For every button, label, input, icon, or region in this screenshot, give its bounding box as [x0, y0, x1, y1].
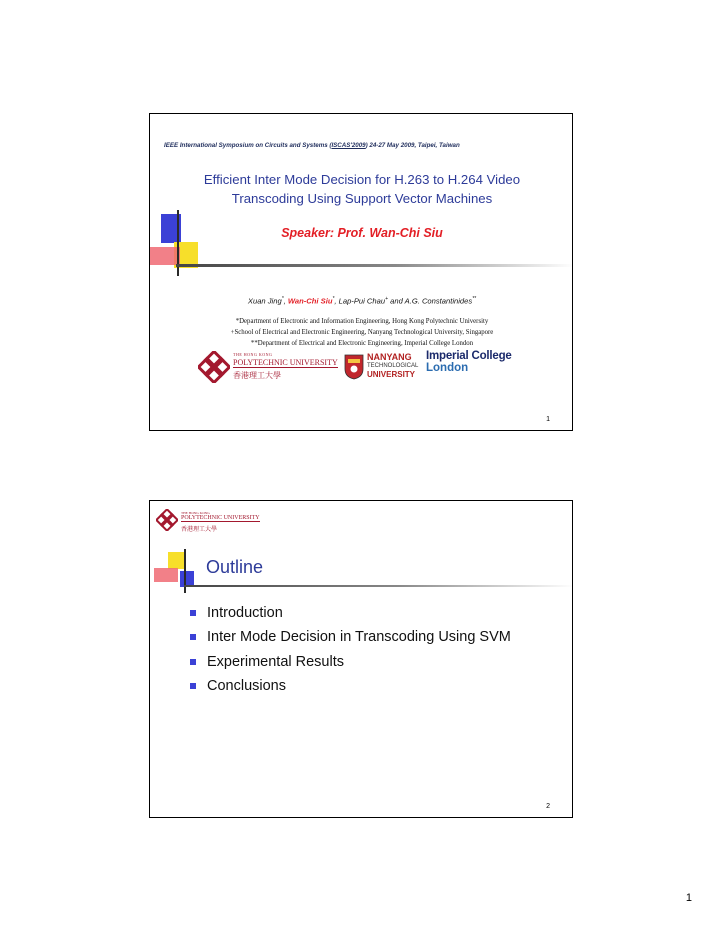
list-item	[190, 625, 511, 649]
slide-1	[149, 113, 573, 431]
speaker-label: Speaker: Prof. Wan-Chi Siu	[281, 226, 443, 240]
title-line-1: Efficient Inter Mode Decision for H.263 to H.264 Video	[203, 172, 521, 187]
yellow-square	[168, 552, 185, 569]
title-line-2: Transcoding Using Support Vector Machines	[231, 191, 493, 206]
polyu-small-text: THE HONG KONG	[233, 352, 273, 357]
polyu-small-text: THE HONG KONG	[181, 511, 210, 515]
decorative-squares	[150, 210, 210, 280]
imperial-logo	[426, 350, 526, 384]
polyu-main-text: POLYTECHNIC UNIVERSITY	[181, 515, 260, 521]
authors-line: Xuan Jing*, Wan-Chi Siu*, Lap-Pui Chau+ and A.G. Constantinides**	[247, 296, 477, 306]
polyu-emblem-icon	[198, 351, 230, 383]
ntu-crest-icon	[344, 354, 364, 380]
affiliation-1: *Department of Electronic and Information Engineering, Hong Kong Polytechnic University	[235, 318, 489, 325]
bullet-text: Experimental Results	[207, 653, 344, 670]
bullet-text: Conclusions	[207, 677, 286, 694]
author-4: and A.G. Constantinides	[390, 296, 473, 306]
red-square	[150, 247, 180, 265]
conference-tail: ) 24-27 May 2009, Taipei, Taiwan	[365, 142, 460, 149]
list-item	[190, 601, 511, 625]
page-number: 1	[685, 892, 692, 904]
author-1-mark: *	[281, 296, 284, 302]
bullet-text: Introduction	[207, 605, 283, 621]
list-item	[190, 674, 511, 698]
decorative-squares	[150, 549, 210, 609]
ntu-line-1: NANYANG	[367, 352, 412, 362]
bullet-square-icon	[190, 610, 196, 616]
author-2-mark: *	[332, 296, 335, 302]
ntu-line-2: TECHNOLOGICAL	[367, 363, 419, 369]
red-square	[154, 568, 178, 582]
bullet-square-icon	[190, 683, 196, 689]
polyu-chinese-text: 香港理工大學	[181, 527, 218, 533]
slide-number: 1	[546, 416, 550, 423]
horizontal-rule	[176, 264, 573, 267]
bullet-text: Inter Mode Decision in Transcoding Using SVM	[207, 629, 511, 646]
logos-row	[150, 350, 573, 384]
ntu-logo	[344, 350, 424, 384]
author-3: Lap-Pui Chau	[338, 296, 386, 306]
slide-number: 2	[546, 803, 550, 810]
bullet-square-icon	[190, 634, 196, 640]
affiliation-3: **Department of Electrical and Electronic Engineering, Imperial College London	[250, 340, 474, 347]
slide-2	[149, 500, 573, 818]
conference-link[interactable]: ISCAS'2009	[331, 142, 366, 149]
affiliation-2: +School of Electrical and Electronic Engineering, Nanyang Technological University, Singapore	[230, 329, 494, 336]
author-1: Xuan Jing	[247, 296, 282, 306]
ntu-line-3: UNIVERSITY	[367, 370, 416, 379]
polyu-main-text: POLYTECHNIC UNIVERSITY	[233, 358, 338, 367]
author-4-mark: **	[472, 296, 477, 302]
slide-title	[150, 170, 573, 208]
list-item	[190, 650, 511, 674]
polyu-logo	[198, 350, 338, 384]
outline-title: Outline	[206, 557, 264, 577]
horizontal-rule	[184, 585, 573, 587]
conference-line	[164, 142, 460, 149]
author-3-mark: +	[385, 296, 389, 302]
conference-text: IEEE International Symposium on Circuits and Systems (	[164, 142, 332, 149]
polyu-emblem-icon	[156, 509, 178, 531]
bullet-square-icon	[190, 659, 196, 665]
outline-list	[190, 601, 511, 698]
author-2: Wan-Chi Siu	[287, 296, 333, 306]
imperial-line-2: London	[426, 362, 469, 374]
imperial-line-1: Imperial College	[426, 350, 512, 362]
polyu-chinese-text: 香港理工大學	[233, 371, 281, 380]
